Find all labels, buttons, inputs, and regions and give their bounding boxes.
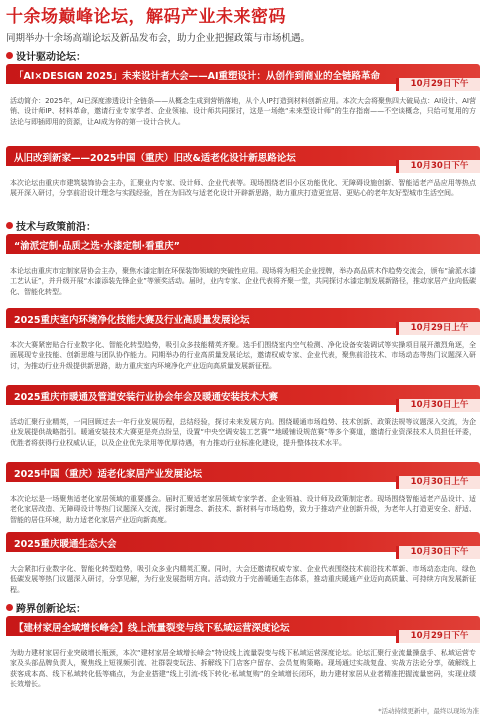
forum-date: 10月30日下午 (396, 160, 480, 173)
page-intro: 同期举办十余场高端论坛及新品发布会，助力企业把握政策与市场机遇。 (6, 33, 311, 44)
forum-card (6, 616, 480, 690)
forum-card (6, 385, 480, 448)
section-heading-tech (6, 218, 96, 233)
forum-description: 本次大赛紧密贴合行业数字化、智能化转型趋势，吸引众多技能精英齐聚。选手们围绕室内空气检测、净化设备安装调试等实操项目展开激烈角逐，全面展现专业技能、创新思维与团队协作能力。同期举办的行业高质量发展论坛，邀请权威专家、企业代表，聚焦前沿技术、市场动态等热门议题深入研讨，为推动行业升级提供新思路，助力重庆室内环境净化产业迈向高质量发展新征程。 (10, 341, 476, 370)
footnote: *活动持续更新中，最终以现场为准 (378, 707, 479, 715)
bullet-icon (6, 604, 13, 611)
forum-description: 为助力建材家居行业突破增长瓶颈，本次“建材家居全域增长峰会”特设线上流量裂变与线下私域运营深度论坛。论坛汇聚行业流量操盘手、私域运营专家及头部品牌负责人，聚焦线上短视频引流、社群裂变玩法、拆解线下门店客户留存、会员复购策略。现场通过实战复盘、实战方法论分享，破解线上获客成本高、线下私域转化低等痛点，为企业搭建“线上引流-线下转化-私域复购”的全域增长闭环，助力建材家居从业者精准把握流量密码，实现业绩长效增长。 (10, 649, 476, 689)
section-heading-cross (6, 600, 86, 615)
forum-description: 活动汇聚行业精英，一同回顾过去一年行业发展历程，总结经验，探讨未来发展方向。围绕暖通市场趋势、技术创新、政策法规等议题深入交流，为企业发展提供战略指引。暖通安装技术大赛更是亮点纷呈，设置“中央空调安装工艺赛”“地暖铺设规范赛”等多个赛道，邀请行业资深技术人员担任评委，优胜者将获得行业权威认证，以及企业优先录用等优厚待遇，有力推动行业标准化建设，提升整体技术水平。 (10, 418, 476, 447)
forum-title: 2025重庆暖通生态大会 (6, 532, 480, 552)
forum-description: 本次论坛是一场聚焦适老化家居领域的重要盛会。届时汇聚适老家居领域专家学者、企业领袖、设计师及政策制定者。现场围绕智能适老产品设计、适老化家居改造、无障碍设计等热门议题深入交流，探讨新理念、新技术、新材料与市场趋势，致力于推动产业创新升级，为老年人打造更安全、舒适、智能的居住环境，助力适老化家居产业迈向新高度。 (10, 495, 476, 524)
section-heading-label: 技术与政策前沿： (16, 222, 96, 233)
forum-card (6, 234, 480, 297)
forum-title: 2025中国（重庆）适老化家居产业发展论坛 (6, 462, 480, 482)
section-heading-design (6, 48, 86, 63)
section-heading-label: 设计驱动论坛： (16, 52, 86, 63)
page-title: 十余场巅峰论坛，解码产业未来密码 (6, 7, 286, 27)
forum-title: 2025重庆室内环境净化技能大赛及行业高质量发展论坛 (6, 308, 480, 328)
bullet-icon (6, 52, 13, 59)
section-heading-label: 跨界创新论坛： (16, 604, 86, 615)
forum-date: 10月29日上午 (396, 322, 480, 335)
forum-description: 本论坛由重庆市定制家居协会主办，聚焦水漆定制在环保装饰领域的突破性应用。现场将为相关企业授牌，举办高品质木作趋势交流会，颁布“渝派水漆工艺认证”，并升级开展“水漆添装先锋企业”等颁奖活动。届时，业内专家、企业代表将齐聚一堂，共同探讨水漆定制发展新路径，推动家居产业向低碳化、智能化转型。 (10, 267, 476, 296)
forum-description: 大会紧扣行业数字化、智能化转型趋势，吸引众多业内精英汇聚。同时，大会还邀请权威专家、企业代表围绕技术前沿技术革新、市场动态走向、绿色低碳发展等热门议题深入研讨，分享见解，为行业发展指明方向。活动致力于完善暖通生态体系，推动重庆暖通产业迈向高质量、可持续方向发展新征程。 (10, 565, 476, 594)
forum-description: 本次论坛由重庆市建筑装饰协会主办，汇聚业内专家、设计师、企业代表等。现场围绕老旧小区功能优化、无障碍设施创新、智能适老产品应用等热点展开深入研讨，分享前沿设计理念与实践经验，旨在为旧改与适老化设计开辟新思路，助力重庆打造更宜居、更贴心的老年友好型城市生活空间。 (10, 179, 476, 198)
forum-description: 活动简介：2025年，AI已深度渗透设计全链条——从概念生成到营销落地，从个人IP打造到材料创新应用。本次大会将聚焦四大破局点：AI设计、AI营销、设计师IP、材料革命，邀请行业专家学者、企业领袖、设计师共同探讨，这是一场绝“未来型设计师”的生存指南——不空谈概念，只给可复用的方法论与即插即用的资源，让AI成为你的第一设计合伙人。 (10, 97, 476, 126)
forum-title: 「AI×DESIGN 2025」未来设计者大会——AI重塑设计：从创作到商业的全链路革命 (6, 64, 480, 84)
forum-title: 【建材家居全域增长峰会】线上流量裂变与线下私域运营深度论坛 (6, 616, 480, 636)
forum-card (6, 146, 480, 199)
forum-date: 10月30日上午 (396, 399, 480, 412)
forum-date: 10月30日上午 (396, 476, 480, 489)
forum-card (6, 462, 480, 525)
forum-card (6, 532, 480, 595)
forum-title: 从旧改到新家——2025中国（重庆）旧改&适老化设计新思路论坛 (6, 146, 480, 166)
forum-date: 10月30日下午 (396, 546, 480, 559)
forum-card (6, 308, 480, 371)
forum-card (6, 64, 480, 127)
forum-date: 10月29日下午 (396, 630, 480, 643)
bullet-icon (6, 222, 13, 229)
forum-date: 10月29日下午 (396, 78, 480, 91)
forum-title: 2025重庆市暖通及管道安装行业协会年会及暖通安装技术大赛 (6, 385, 480, 405)
forum-title: “渝派定制·品质之选·水漆定制·看重庆” (6, 234, 480, 254)
